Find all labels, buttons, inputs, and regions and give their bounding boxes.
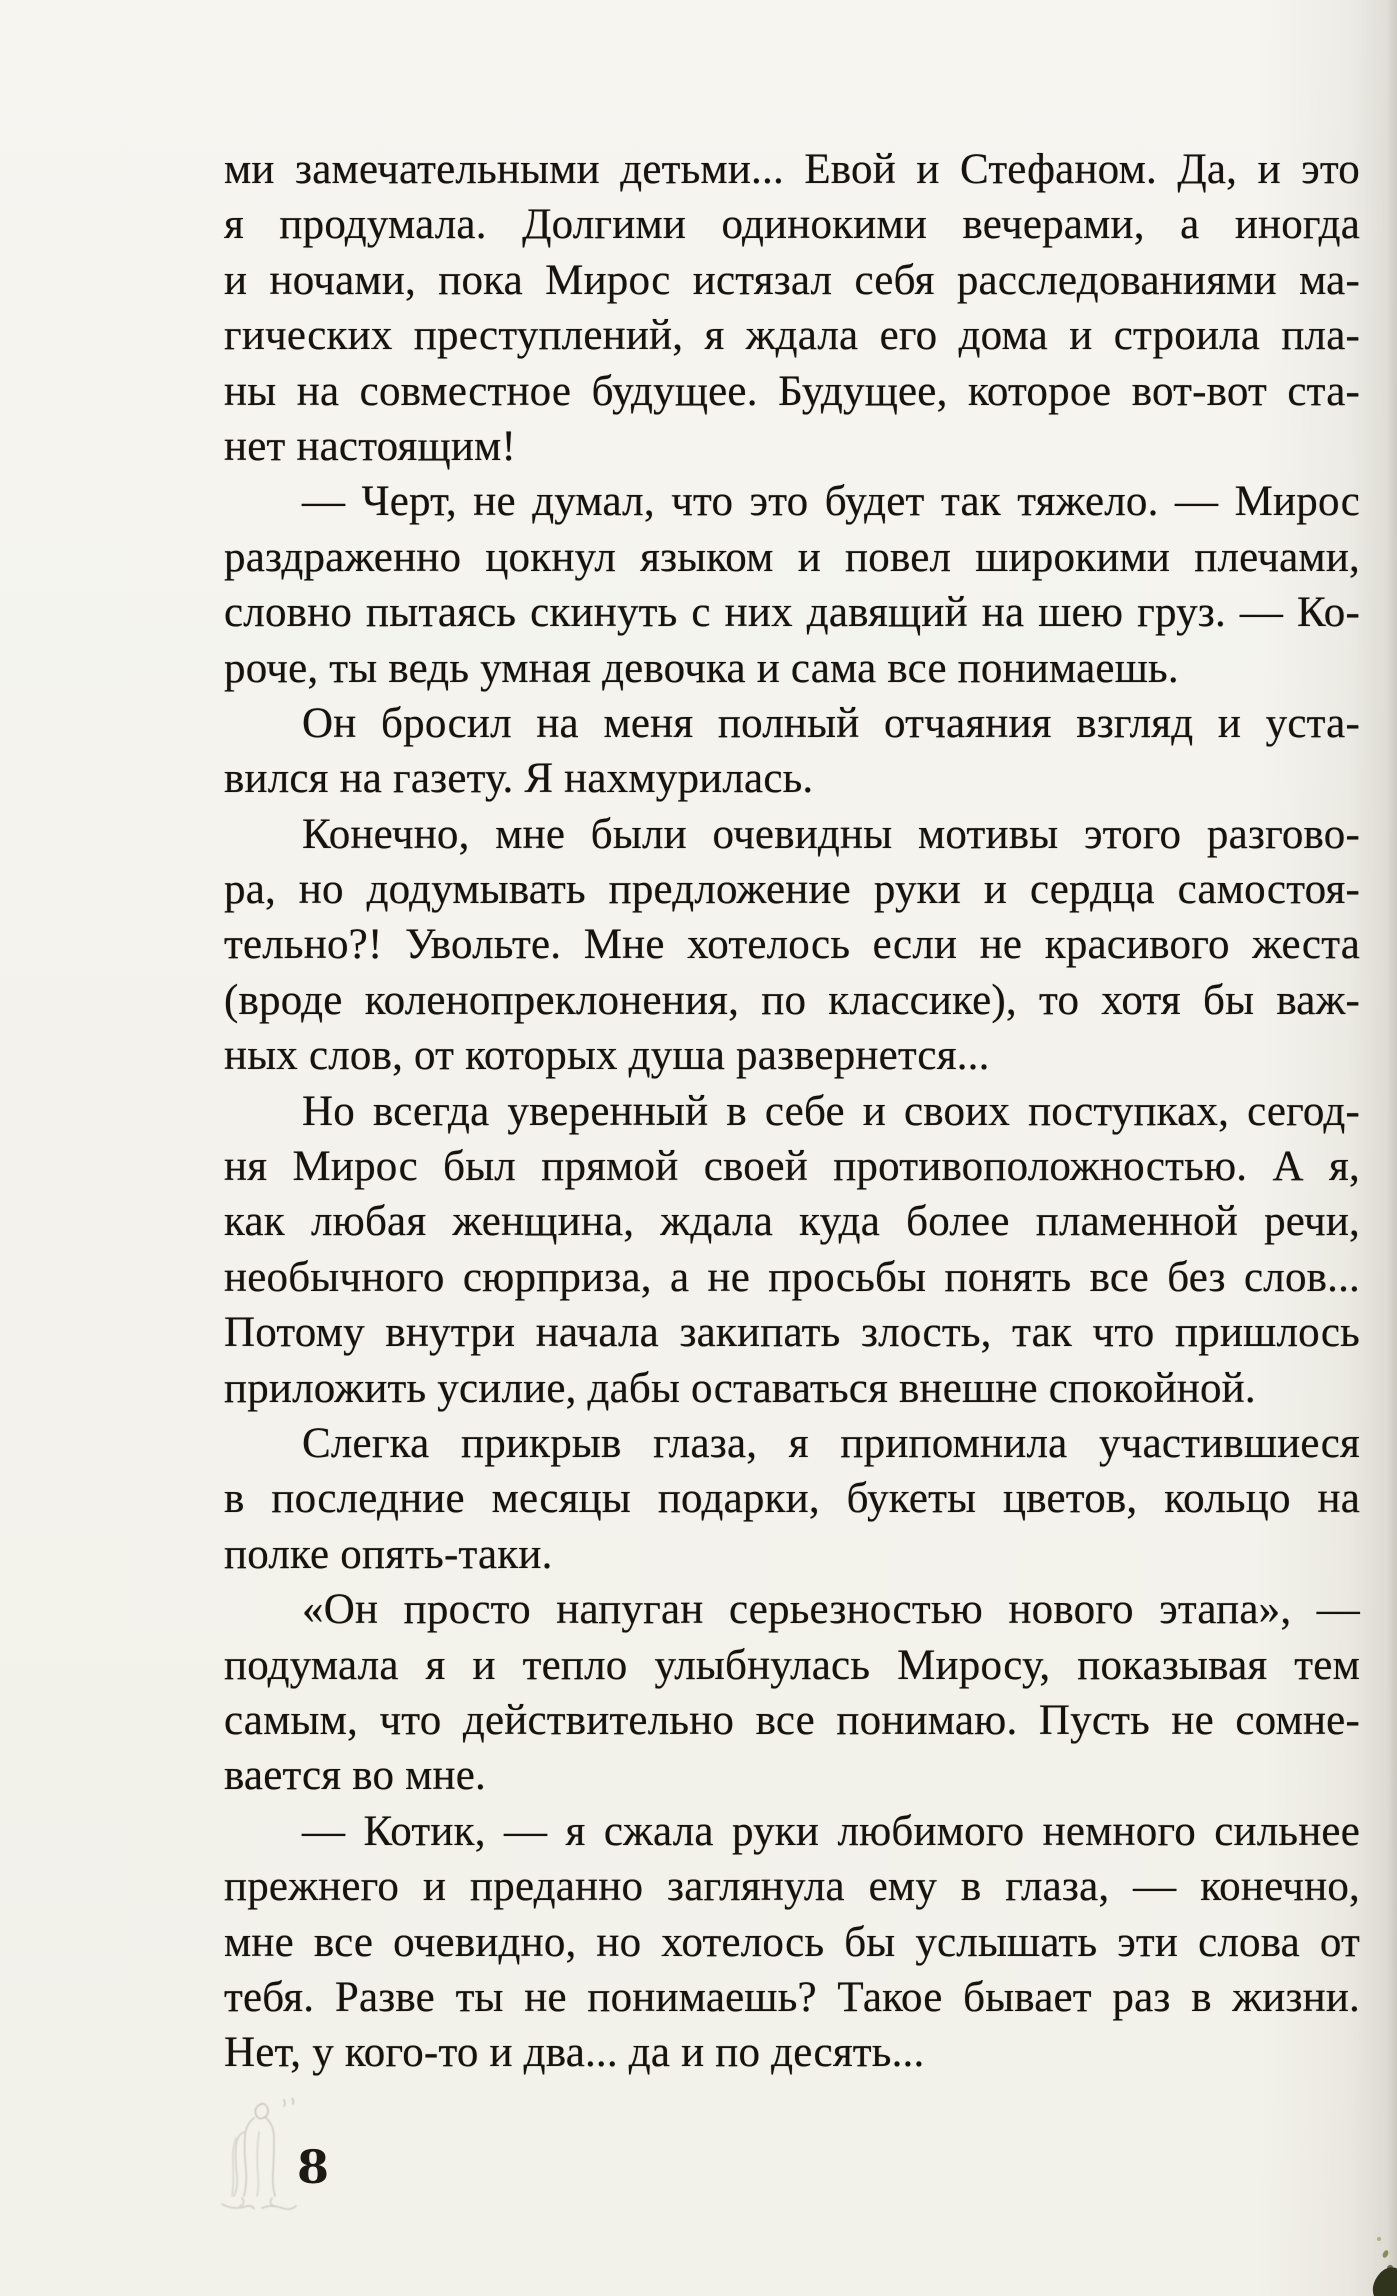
text-line: вается во мне. xyxy=(224,1752,486,1800)
text-line: Потому внутри начала закипать злость, так что пришлось xyxy=(224,1309,1360,1357)
text-line: — Черт, не думал, что это будет так тяжело. — Мирос xyxy=(302,478,1360,526)
text-line: самым, что действительно все понимаю. Пусть не сомне- xyxy=(224,1696,1360,1744)
body-text xyxy=(224,142,1360,2081)
text-line: как любая женщина, ждала куда более пламенной речи, xyxy=(224,1198,1360,1246)
text-line: Нет, у кого-то и два... да и по десять... xyxy=(224,2029,925,2077)
text-line: прежнего и преданно заглянула ему в глаза, — конечно, xyxy=(224,1863,1360,1911)
text-line: Но всегда уверенный в себе и своих поступках, сегод- xyxy=(302,1087,1360,1135)
text-line: тельно?! Увольте. Мне хотелось если не красивого жеста xyxy=(224,921,1360,969)
text-line: нет настоящим! xyxy=(224,422,516,470)
text-line: гических преступлений, я ждала его дома и строила пла- xyxy=(224,312,1360,360)
green-speck xyxy=(1377,2237,1381,2241)
text-line: (вроде коленопреклонения, по классике), то хотя бы важ- xyxy=(224,976,1360,1024)
text-line: — Котик, — я сжала руки любимого немного сильнее xyxy=(302,1807,1360,1855)
text-line: Конечно, мне были очевидны мотивы этого разгово- xyxy=(302,810,1360,858)
text-line: и ночами, пока Мирос истязал себя расследованиями ма- xyxy=(224,256,1360,304)
text-line: ра, но додумывать предложение руки и сердца самостоя- xyxy=(224,866,1360,914)
corner-smudge xyxy=(1366,2262,1397,2296)
text-line: Слегка прикрыв глаза, я припомнила участившиеся xyxy=(302,1419,1360,1467)
text-line: подумала я и тепло улыбнулась Миросу, показывая тем xyxy=(224,1641,1360,1689)
text-line: я продумала. Долгими одинокими вечерами, а иногда xyxy=(224,201,1360,249)
text-line: ны на совместное будущее. Будущее, которое вот-вот ста- xyxy=(224,367,1360,415)
text-line: ня Мирос был прямой своей противоположностью. А я, xyxy=(224,1143,1360,1191)
text-line: роче, ты ведь умная девочка и сама все понимаешь. xyxy=(224,644,1179,692)
page-number: 8 xyxy=(297,2140,330,2194)
text-line: раздраженно цокнул языком и повел широкими плечами, xyxy=(224,533,1360,581)
text-line: ми замечательными детьми... Евой и Стефаном. Да, и это xyxy=(224,146,1360,193)
text-line: «Он просто напуган серьезностью нового этапа», — xyxy=(302,1586,1360,1634)
text-line: необычного сюрприза, а не просьбы понять все без слов... xyxy=(224,1253,1360,1301)
text-line: ных слов, от которых душа развернется... xyxy=(224,1032,990,1080)
text-line: словно пытаясь скинуть с них давящий на шею груз. — Ко- xyxy=(224,589,1360,637)
page-edge-shadow xyxy=(1387,0,1397,2296)
text-line: тебя. Разве ты не понимаешь? Такое бывает раз в жизни. xyxy=(224,1973,1360,2021)
faint-figure-sketch-ornament xyxy=(214,2098,306,2220)
text-line: приложить усилие, дабы оставаться внешне спокойной. xyxy=(224,1364,1256,1412)
text-line: Он бросил на меня полный отчаяния взгляд и уста- xyxy=(302,699,1360,747)
text-line: в последние месяцы подарки, букеты цветов, кольцо на xyxy=(224,1475,1360,1523)
text-line: вился на газету. Я нахмурилась. xyxy=(224,755,814,803)
text-line: мне все очевидно, но хотелось бы услышать эти слова от xyxy=(224,1918,1360,1966)
text-line: полке опять-таки. xyxy=(224,1530,553,1578)
